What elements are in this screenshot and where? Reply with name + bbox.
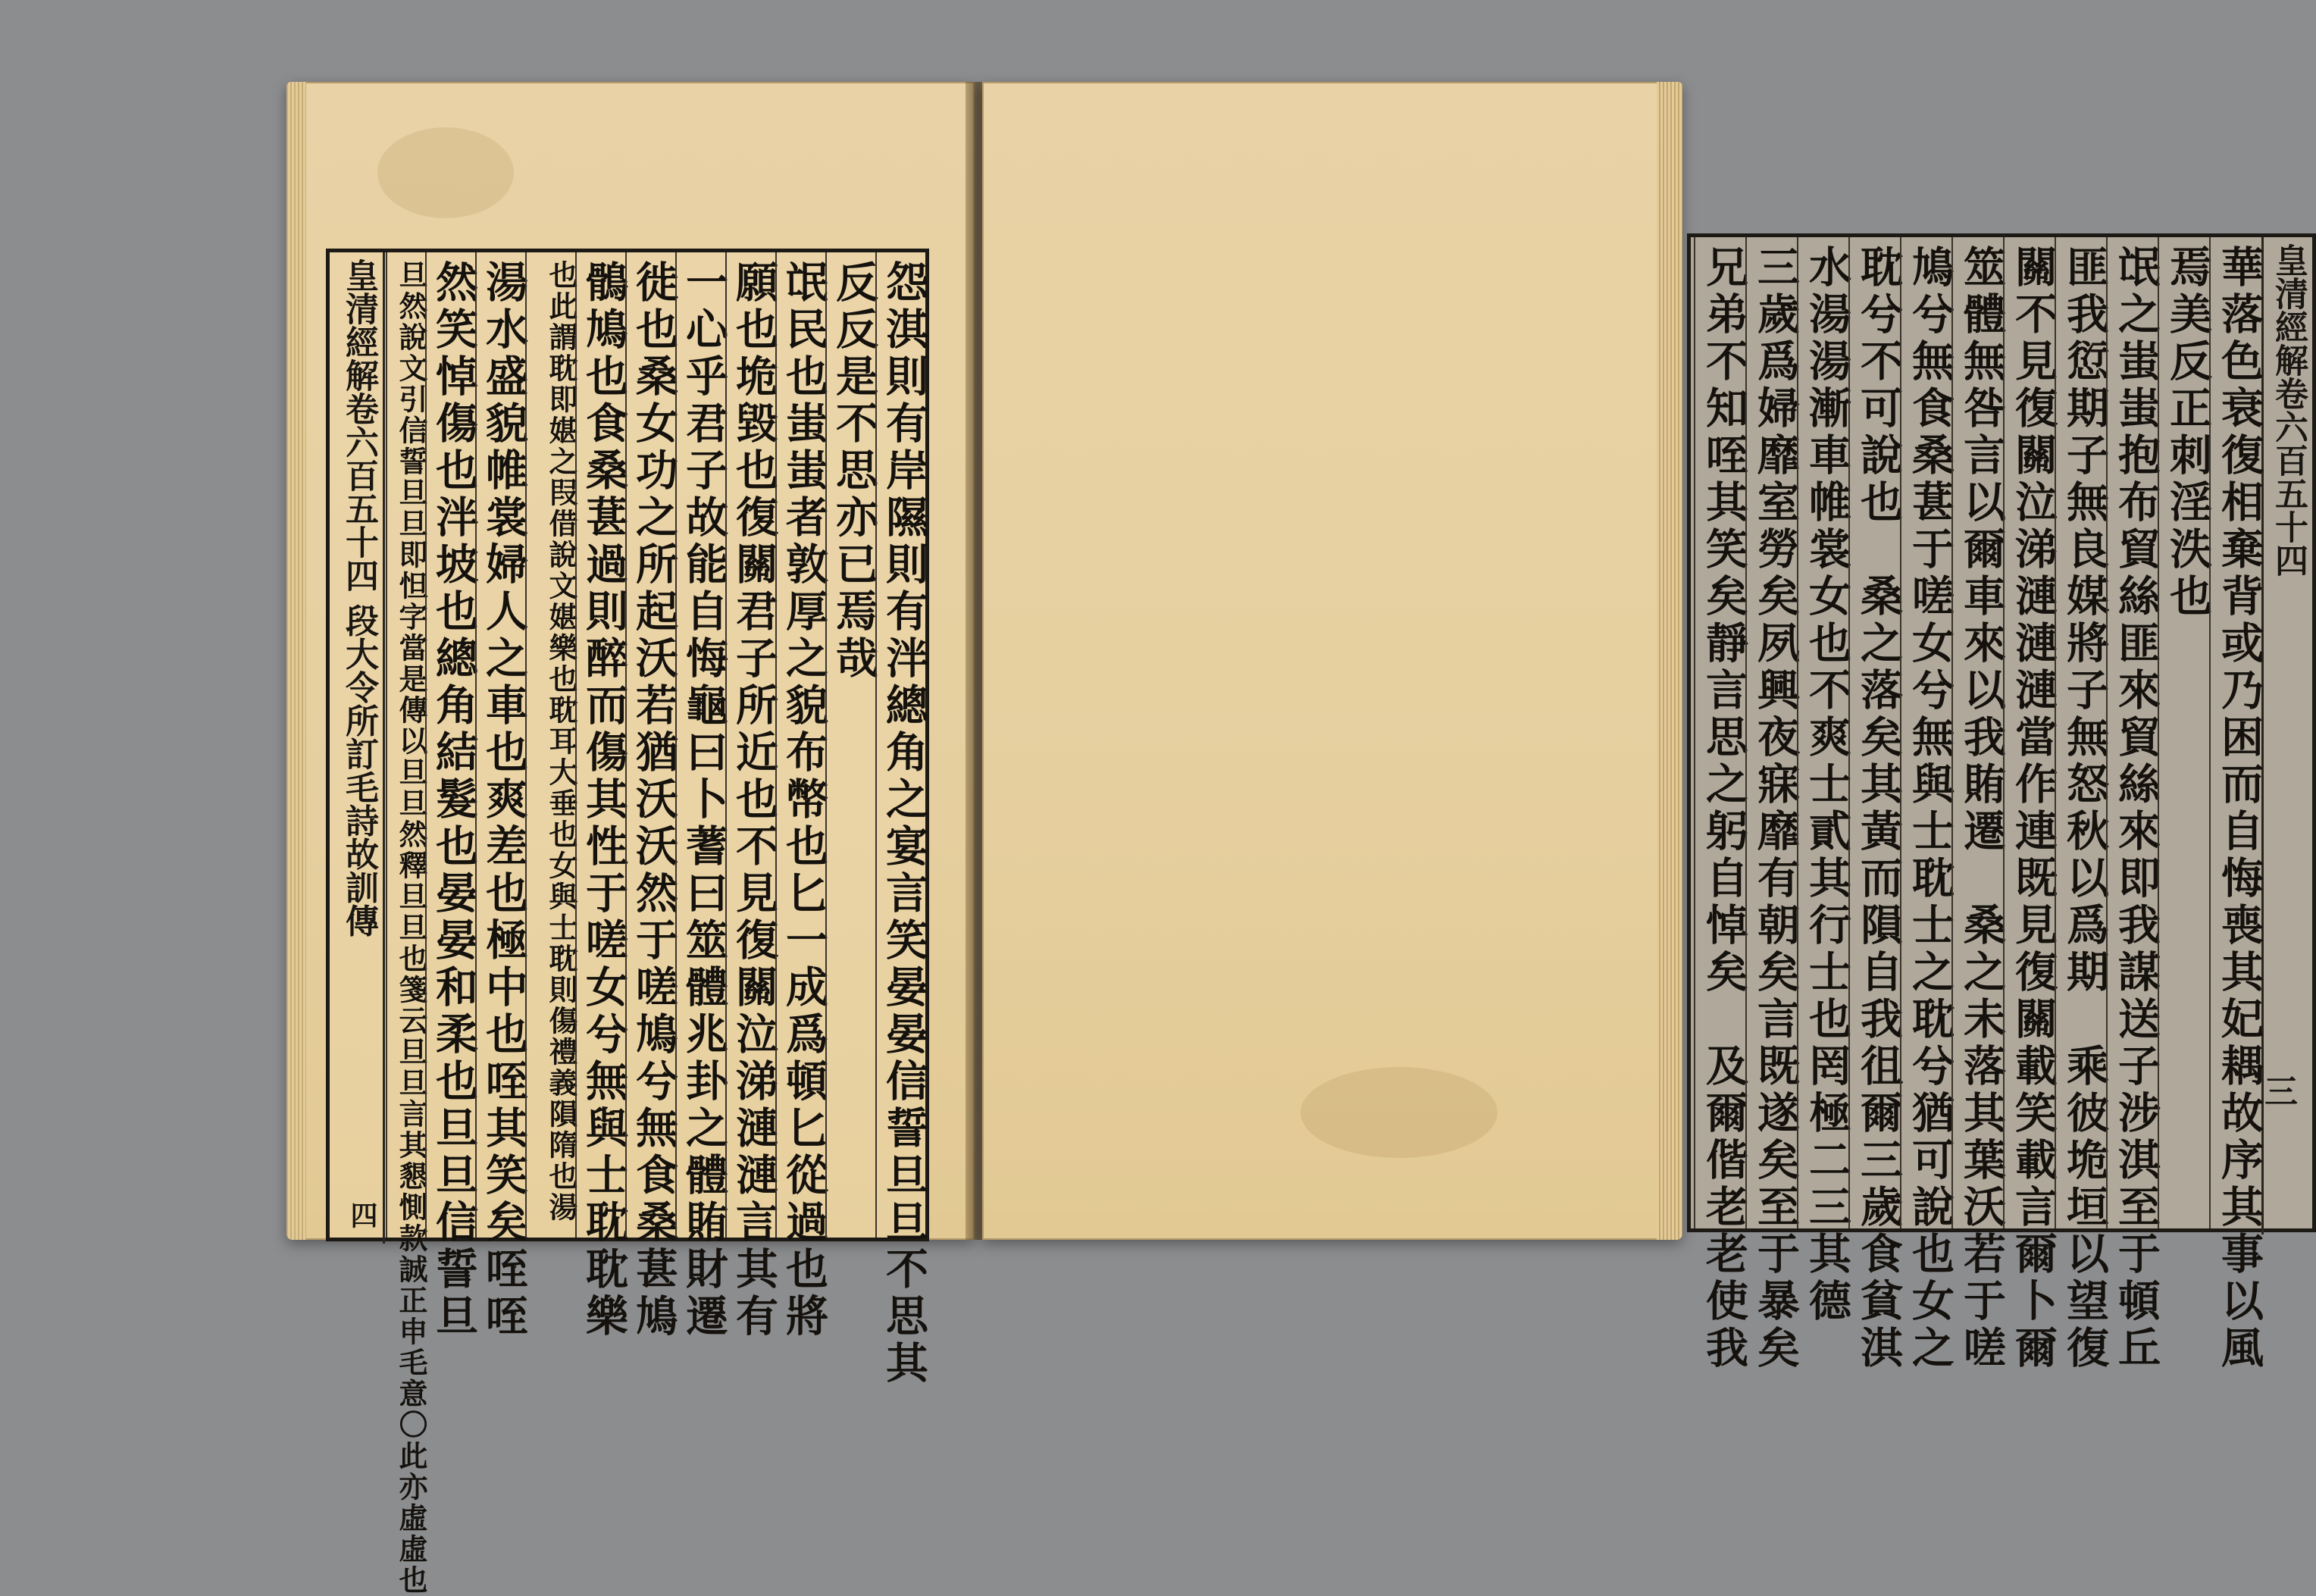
text-column: 華落色衰復相棄背或乃困而自悔喪其妃耦故序其事以風 <box>2209 237 2261 1228</box>
right-columns <box>1691 237 2264 1372</box>
text-column: 也此謂耽即媅之叚借說文媅樂也耽耳大垂也女與士耽則傷禮義隕隋也湯 <box>525 252 575 1238</box>
text-column: 反反是不思亦已焉哉 <box>825 252 875 1238</box>
text-column: 旦然說文引信誓旦旦即怛字當是傳以旦旦然釋旦旦也箋云旦旦言其懇惻款誠正申毛意〇此亦虛虛也 <box>386 252 425 1238</box>
right-text-frame <box>1687 233 2316 1372</box>
text-column: 鳩兮無食桑葚于嗟女兮無與士耽士之耽兮猶可說也女之 <box>1900 237 1951 1228</box>
text-column: 氓民也蚩蚩者敦厚之貌布幣也匕一成爲頓匕從過也將 <box>775 252 825 1238</box>
left-margin-title: 皇清經解卷六百五十四 段大令所訂毛詩故訓傳 <box>330 252 385 1244</box>
text-column: 關不見復關泣涕漣漣漣當作連既見復關載笑載言爾卜爾 <box>2003 237 2055 1228</box>
text-column: 焉美反正刺淫泆也 <box>2158 237 2209 1228</box>
text-column: 怨淇則有岸隰則有泮總角之宴言笑晏晏信誓旦旦不思其 <box>875 252 925 1238</box>
left-page <box>286 82 975 1596</box>
text-column: 願也垝毀也復關君子所近也不見復關泣涕漣漣言其有 <box>725 252 775 1238</box>
right-folio-number: 三 <box>2258 1074 2297 1107</box>
text-column: 匪我愆期子無良媒將子無怒秋以爲期 乘彼垝垣以望復 <box>2055 237 2106 1228</box>
right-page-edge <box>1657 82 1682 1240</box>
text-column: 兄弟不知咥其笑矣靜言思之躬自悼矣 及爾偕老老使我 <box>1694 237 1745 1228</box>
text-column: 筮體無咎言以爾車來以我賄遷 桑之未落其葉沃若于嗟 <box>1951 237 2003 1228</box>
text-column: 湯水盛貌帷裳婦人之車也爽差也極中也咥其笑矣咥咥 <box>475 252 525 1238</box>
text-column: 耽兮不可說也 桑之落矣其黃而隕自我徂爾三歲食貧淇 <box>1848 237 1900 1228</box>
left-folio-number: 四 <box>346 1201 378 1228</box>
left-text-frame <box>326 249 929 1596</box>
text-column: 徙也桑女功之所起沃若猶沃沃然于嗟鳩兮無食桑葚鳩 <box>625 252 675 1238</box>
paper-stain <box>377 127 514 218</box>
left-page-edge <box>286 82 306 1240</box>
text-column: 一心乎君子故能自悔龜曰卜蓍曰筮體兆卦之體賄財遷 <box>675 252 725 1238</box>
open-book <box>286 82 2308 1596</box>
text-column: 氓之蚩蚩抱布貿絲匪來貿絲來即我謀送子涉淇至于頓丘 <box>2106 237 2158 1228</box>
text-column: 鶻鳩也食桑葚過則醉而傷其性于嗟女兮無與士耽耽樂 <box>575 252 625 1238</box>
text-column: 水湯湯漸車帷裳女也不爽士貳其行士也罔極二三其德 <box>1797 237 1848 1228</box>
left-columns <box>386 252 929 1596</box>
paper-stain <box>1300 1067 1498 1158</box>
right-page <box>982 82 2308 1372</box>
text-column: 三歲爲婦靡室勞矣夙興夜寐靡有朝矣言既遂矣至于暴矣 <box>1745 237 1797 1228</box>
text-column: 然笑悼傷也泮坡也總角結髮也晏晏和柔也旦旦信誓旦 <box>425 252 475 1238</box>
right-margin-title: 皇清經解卷六百五十四 <box>2261 237 2312 1235</box>
